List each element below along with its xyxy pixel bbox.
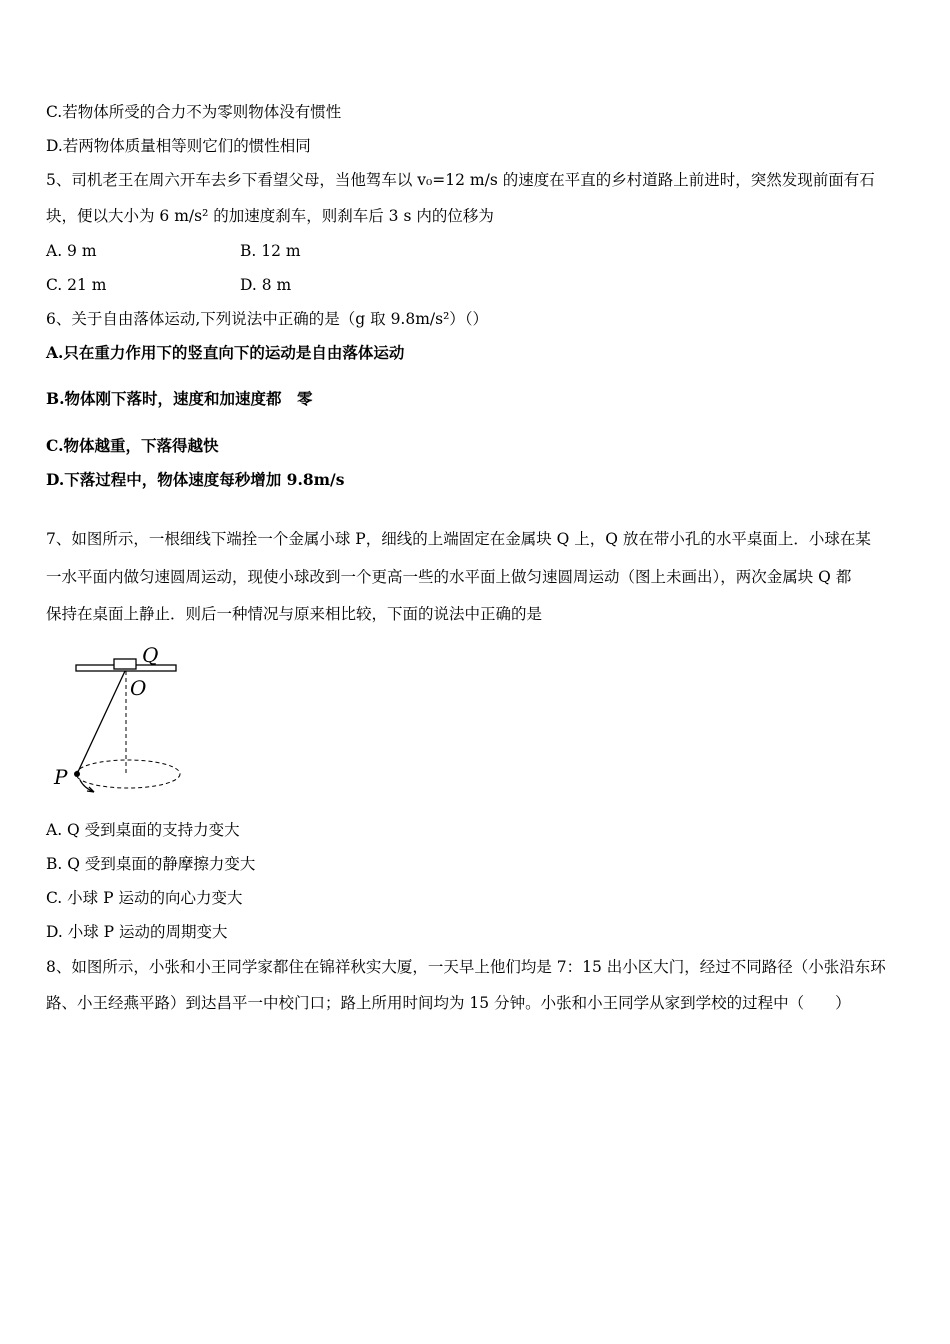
q6-option-b: B.物体刚下落时，速度和加速度都 零 <box>46 389 313 408</box>
label-o: O <box>130 676 147 700</box>
option-d-inertia: D.若两物体质量相等则它们的惯性相同 <box>46 137 311 155</box>
q7-option-c: C. 小球 P 运动的向心力变大 <box>46 889 243 907</box>
conical-pendulum-figure <box>50 640 190 800</box>
q7-option-a: A. Q 受到桌面的支持力变大 <box>46 821 240 839</box>
question-7-line-1: 7、如图所示，一根细线下端拴一个金属小球 P，细线的上端固定在金属块 Q 上，Q 放在带小孔的水平桌面上．小球在某 <box>46 530 871 548</box>
q6-option-d: D.下落过程中，物体速度每秒增加 9.8m/s <box>46 470 345 489</box>
question-6: 6、关于自由落体运动,下列说法中正确的是（g 取 9.8m/s²）（） <box>46 310 489 328</box>
block-q <box>114 659 136 669</box>
q5-option-d: D. 8 m <box>240 276 292 294</box>
label-p: P <box>54 765 68 789</box>
q6-option-a: A.只在重力作用下的竖直向下的运动是自由落体运动 <box>46 343 405 362</box>
q5-option-c: C. 21 m <box>46 276 107 294</box>
q5-option-a: A. 9 m <box>46 242 97 260</box>
question-7-line-2: 一水平面内做匀速圆周运动，现使小球改到一个更高一些的水平面上做匀速圆周运动（图上未画出），两次金属块 Q 都 <box>46 568 852 586</box>
ball-p <box>74 771 80 777</box>
option-c-inertia: C.若物体所受的合力不为零则物体没有惯性 <box>46 103 342 121</box>
question-7-line-3: 保持在桌面上静止．则后一种情况与原来相比较，下面的说法中正确的是 <box>46 605 543 623</box>
string <box>77 671 125 774</box>
q7-option-d: D. 小球 P 运动的周期变大 <box>46 923 228 941</box>
label-q: Q <box>142 643 159 667</box>
q7-option-b: B. Q 受到桌面的静摩擦力变大 <box>46 855 256 873</box>
q6-option-c: C.物体越重，下落得越快 <box>46 436 219 455</box>
circular-path <box>76 760 180 788</box>
question-5-line-1: 5、司机老王在周六开车去乡下看望父母，当他驾车以 v₀=12 m/s 的速度在平直的乡村道路上前进时，突然发现前面有石 <box>46 171 875 189</box>
question-5-line-2: 块，便以大小为 6 m/s² 的加速度刹车，则刹车后 3 s 内的位移为 <box>46 207 494 225</box>
question-8-line-1: 8、如图所示，小张和小王同学家都住在锦祥秋实大厦，一天早上他们均是 7：15 出小区大门，经过不同路径（小张沿东环 <box>46 958 886 976</box>
question-8-line-2: 路、小王经燕平路）到达昌平一中校门口；路上所用时间均为 15 分钟。小张和小王同学从家到学校的过程中（ ） <box>46 994 851 1012</box>
q5-option-b: B. 12 m <box>240 242 301 260</box>
